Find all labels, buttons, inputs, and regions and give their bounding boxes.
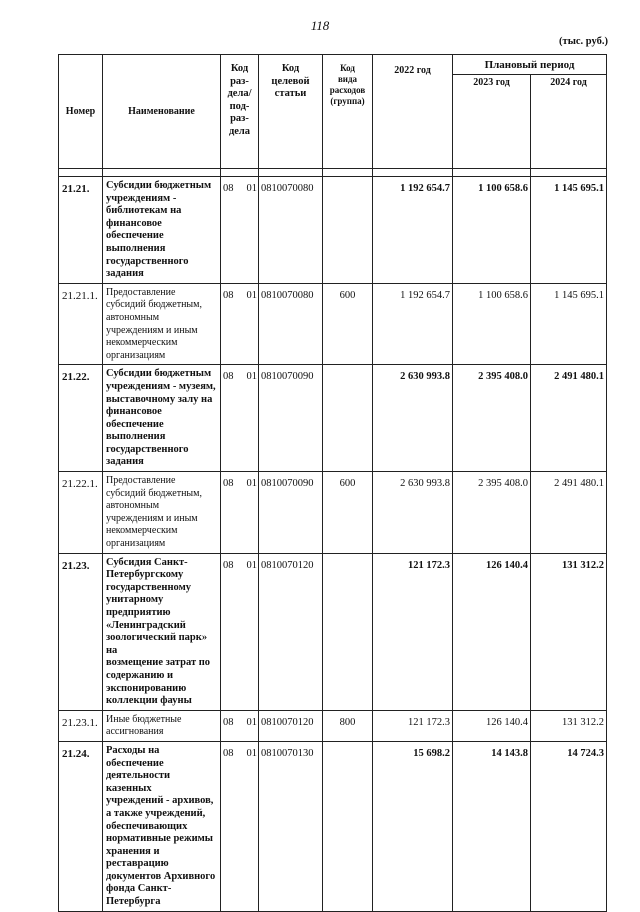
row-name-line: Петербургскому bbox=[106, 569, 184, 581]
header-kod-tselevoy-line: статьи bbox=[274, 88, 307, 99]
row-amount-2024: 131 312.2 bbox=[531, 710, 607, 741]
table-row bbox=[59, 710, 607, 741]
row-name-line: предприятию bbox=[106, 607, 171, 618]
header-2023: 2023 год bbox=[453, 75, 531, 169]
row-amount-2024: 2 491 480.1 bbox=[531, 365, 607, 472]
row-name-line: Иные бюджетные bbox=[106, 713, 182, 725]
header-kod-razdela-line: раз- bbox=[230, 113, 249, 124]
row-name-line: «Ленинградский bbox=[106, 619, 186, 631]
spacer-cell bbox=[259, 169, 323, 177]
row-name-line: фонда Санкт- bbox=[106, 883, 172, 895]
header-2024: 2024 год bbox=[531, 75, 607, 169]
row-name bbox=[103, 710, 221, 741]
row-name-line: Субсидия Санкт- bbox=[106, 556, 188, 568]
header-kod-vida bbox=[323, 55, 373, 169]
row-razdel-code: 08 bbox=[223, 559, 234, 571]
row-amount-2024: 1 145 695.1 bbox=[531, 177, 607, 284]
row-name-line: учреждениям и иным bbox=[106, 324, 198, 336]
row-name-line: Расходы на bbox=[106, 744, 160, 756]
header-kod-vida-line: Код bbox=[340, 63, 355, 73]
row-name-line: финансовое bbox=[106, 217, 162, 229]
table-row bbox=[59, 553, 607, 710]
row-tselevaya-statya: 0810070130 bbox=[259, 741, 323, 911]
spacer-cell bbox=[453, 169, 531, 177]
header-spacer-row bbox=[59, 169, 607, 177]
row-amount-2024: 1 145 695.1 bbox=[531, 283, 607, 365]
row-name-line: документов Архивного bbox=[106, 870, 216, 882]
row-name-line: Петербурга bbox=[106, 896, 161, 908]
row-amount-2022: 2 630 993.8 bbox=[373, 365, 453, 472]
row-amount-2024: 131 312.2 bbox=[531, 553, 607, 710]
row-name-line: государственного bbox=[106, 255, 189, 267]
row-name-line: ассигнования bbox=[106, 726, 164, 738]
row-name-line: хранения и bbox=[106, 845, 160, 857]
row-name-line: обеспечивающих bbox=[106, 820, 188, 832]
row-vid-rashodov bbox=[323, 553, 373, 710]
row-name-line: задания bbox=[106, 268, 144, 280]
row-razdel bbox=[221, 553, 259, 710]
header-kod-vida-line: вида bbox=[337, 74, 358, 84]
spacer-cell bbox=[221, 169, 259, 177]
row-tselevaya-statya: 0810070080 bbox=[259, 283, 323, 365]
row-amount-2023: 14 143.8 bbox=[453, 741, 531, 911]
row-name-line: унитарному bbox=[106, 594, 164, 606]
row-number: 21.22.1. bbox=[59, 472, 103, 554]
row-name-line: выполнения bbox=[106, 431, 166, 443]
row-amount-2024: 14 724.3 bbox=[531, 741, 607, 911]
row-razdel bbox=[221, 710, 259, 741]
header-kod-tselevoy bbox=[259, 55, 323, 169]
row-tselevaya-statya: 0810070090 bbox=[259, 365, 323, 472]
table-row bbox=[59, 741, 607, 911]
row-vid-rashodov: 600 bbox=[323, 472, 373, 554]
row-name-line: выполнения bbox=[106, 242, 166, 254]
row-tselevaya-statya: 0810070090 bbox=[259, 472, 323, 554]
header-kod-razdela-line: Код bbox=[230, 63, 249, 74]
header-nomer: Номер bbox=[59, 55, 103, 169]
table-row bbox=[59, 177, 607, 284]
row-vid-rashodov bbox=[323, 177, 373, 284]
header-kod-vida-line: расходов bbox=[329, 85, 366, 95]
row-vid-rashodov bbox=[323, 365, 373, 472]
spacer-cell bbox=[59, 169, 103, 177]
row-name-line: субсидий бюджетным, bbox=[106, 299, 202, 311]
row-name-line: возмещение затрат по bbox=[106, 657, 211, 669]
row-amount-2023: 126 140.4 bbox=[453, 710, 531, 741]
row-number: 21.23. bbox=[59, 553, 103, 710]
page-number: 118 bbox=[310, 18, 330, 33]
row-razdel-code: 08 bbox=[223, 716, 234, 728]
row-name-line: библиотекам на bbox=[106, 205, 182, 217]
row-name-line: обеспечение bbox=[106, 418, 164, 430]
spacer-cell bbox=[373, 169, 453, 177]
header-2022: 2022 год bbox=[373, 55, 453, 169]
row-vid-rashodov: 800 bbox=[323, 710, 373, 741]
row-amount-2022: 121 172.3 bbox=[373, 710, 453, 741]
row-name-line: автономным bbox=[106, 311, 160, 323]
row-podrazdel-code: 01 bbox=[246, 371, 257, 383]
row-name bbox=[103, 472, 221, 554]
row-vid-rashodov bbox=[323, 741, 373, 911]
row-name bbox=[103, 177, 221, 284]
row-name-line: содержанию и bbox=[106, 669, 174, 681]
row-razdel bbox=[221, 365, 259, 472]
budget-table bbox=[58, 54, 607, 912]
row-podrazdel-code: 01 bbox=[246, 289, 257, 301]
row-name-line: нормативные режимы bbox=[106, 833, 213, 845]
row-razdel bbox=[221, 283, 259, 365]
header-row-top bbox=[59, 55, 607, 75]
row-razdel-code: 08 bbox=[223, 371, 234, 383]
row-name bbox=[103, 283, 221, 365]
header-kod-razdela-line: дела bbox=[228, 125, 251, 137]
row-razdel bbox=[221, 177, 259, 284]
row-name-line: учреждениям - музеям, bbox=[106, 380, 216, 392]
row-name-line: некоммерческим bbox=[106, 525, 178, 537]
header-kod-razdela-line: дела/ bbox=[227, 88, 252, 99]
row-name-line: учреждениям и иным bbox=[106, 512, 198, 524]
row-razdel-code: 08 bbox=[223, 747, 234, 759]
spacer-cell bbox=[531, 169, 607, 177]
header-kod-razdela-line: под- bbox=[229, 100, 250, 112]
row-amount-2024: 2 491 480.1 bbox=[531, 472, 607, 554]
row-amount-2023: 1 100 658.6 bbox=[453, 283, 531, 365]
row-podrazdel-code: 01 bbox=[246, 559, 257, 571]
row-podrazdel-code: 01 bbox=[246, 716, 257, 728]
row-tselevaya-statya: 0810070080 bbox=[259, 177, 323, 284]
row-amount-2022: 121 172.3 bbox=[373, 553, 453, 710]
table-row bbox=[59, 365, 607, 472]
header-kod-vida-line: (группа) bbox=[330, 96, 365, 106]
row-podrazdel-code: 01 bbox=[246, 747, 257, 759]
table-row bbox=[59, 283, 607, 365]
row-name-line: обеспечение bbox=[106, 230, 164, 242]
table-row bbox=[59, 472, 607, 554]
row-amount-2023: 2 395 408.0 bbox=[453, 472, 531, 554]
row-razdel bbox=[221, 472, 259, 554]
header-planovy-period: Плановый период bbox=[453, 55, 607, 75]
row-podrazdel-code: 01 bbox=[246, 478, 257, 490]
row-name-line: реставрацию bbox=[106, 858, 169, 870]
row-number: 21.21. bbox=[59, 177, 103, 284]
row-podrazdel-code: 01 bbox=[246, 183, 257, 194]
row-number: 21.22. bbox=[59, 365, 103, 472]
row-name-line: а также учреждений, bbox=[106, 807, 206, 819]
spacer-cell bbox=[103, 169, 221, 177]
row-name-line: автономным bbox=[106, 500, 160, 512]
row-name-line: государственному bbox=[106, 581, 191, 593]
row-name-line: Предоставление bbox=[106, 286, 176, 298]
row-name bbox=[103, 553, 221, 710]
row-name bbox=[103, 741, 221, 911]
row-name-line: экспонированию bbox=[106, 682, 187, 694]
row-name-line: некоммерческим bbox=[106, 337, 178, 349]
row-name-line: Предоставление bbox=[106, 475, 176, 487]
header-naimenovanie: Наименование bbox=[103, 55, 221, 169]
row-razdel-code: 08 bbox=[223, 289, 234, 301]
row-razdel-code: 08 bbox=[223, 478, 234, 490]
row-amount-2023: 1 100 658.6 bbox=[453, 177, 531, 284]
row-number: 21.21.1. bbox=[59, 283, 103, 365]
row-name-line: зоологический парк» на bbox=[106, 632, 208, 656]
row-name-line: Субсидии бюджетным bbox=[106, 180, 212, 191]
row-name-line: задания bbox=[106, 456, 144, 468]
row-amount-2022: 1 192 654.7 bbox=[373, 283, 453, 365]
row-name bbox=[103, 365, 221, 472]
row-amount-2023: 2 395 408.0 bbox=[453, 365, 531, 472]
row-razdel-code: 08 bbox=[223, 183, 234, 194]
row-razdel bbox=[221, 741, 259, 911]
row-vid-rashodov: 600 bbox=[323, 283, 373, 365]
row-amount-2022: 1 192 654.7 bbox=[373, 177, 453, 284]
row-name-line: учреждениям - bbox=[106, 192, 177, 204]
row-name-line: государственного bbox=[106, 443, 189, 455]
header-kod-razdela bbox=[221, 55, 259, 169]
row-amount-2023: 126 140.4 bbox=[453, 553, 531, 710]
row-name-line: финансовое bbox=[106, 406, 162, 418]
row-name-line: организациям bbox=[106, 538, 166, 550]
header-kod-razdela-line: раз- bbox=[230, 75, 249, 87]
row-tselevaya-statya: 0810070120 bbox=[259, 710, 323, 741]
row-name-line: организациям bbox=[106, 349, 166, 361]
row-amount-2022: 2 630 993.8 bbox=[373, 472, 453, 554]
table-body bbox=[59, 177, 607, 912]
row-name-line: Субсидии бюджетным bbox=[106, 368, 212, 380]
row-tselevaya-statya: 0810070120 bbox=[259, 553, 323, 710]
header-kod-tselevoy-line: целевой bbox=[271, 75, 310, 87]
row-name-line: учреждений - архивов, bbox=[106, 795, 214, 807]
row-amount-2022: 15 698.2 bbox=[373, 741, 453, 911]
header-kod-tselevoy-line: Код bbox=[281, 63, 300, 74]
spacer-cell bbox=[323, 169, 373, 177]
row-number: 21.24. bbox=[59, 741, 103, 911]
row-name-line: деятельности казенных bbox=[106, 770, 171, 794]
units-label: (тыс. руб.) bbox=[559, 36, 608, 47]
row-name-line: обеспечение bbox=[106, 757, 164, 769]
row-number: 21.23.1. bbox=[59, 710, 103, 741]
row-name-line: коллекции фауны bbox=[106, 695, 192, 707]
row-name-line: субсидий бюджетным, bbox=[106, 487, 202, 499]
row-name-line: выставочному залу на bbox=[106, 393, 213, 405]
